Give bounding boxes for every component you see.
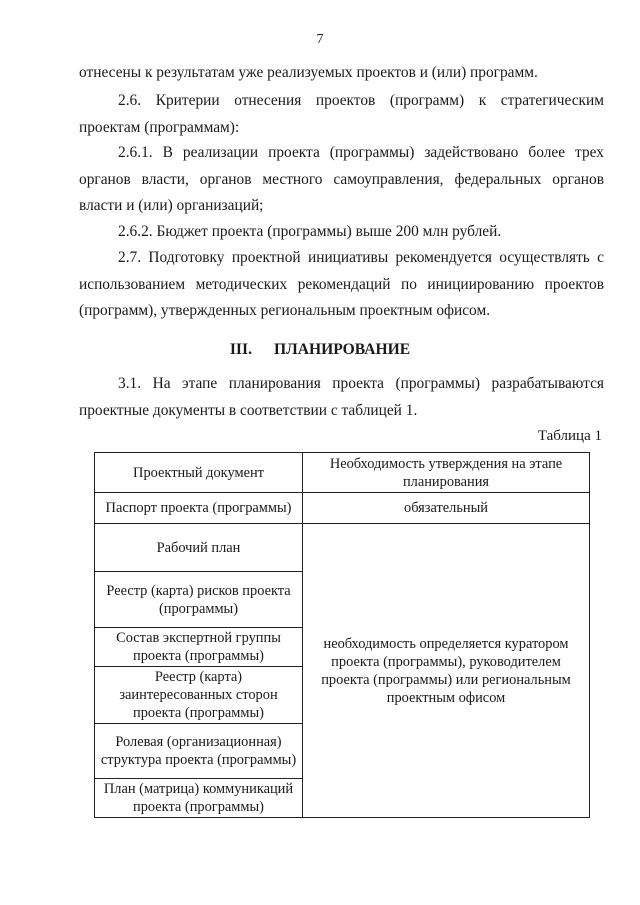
paragraph-2-6: 2.6. Критерии отнесения проектов (программ) к стратегическим проектам (программам): — [79, 92, 604, 136]
paragraph-2-6-2: 2.6.2. Бюджет проекта (программы) выше 200 млн рублей. — [118, 223, 502, 240]
page-number: 7 — [316, 32, 324, 47]
table-row — [95, 524, 590, 572]
paragraph-2-6-1: 2.6.1. В реализации проекта (программы) задействовано более трех органов власти, органов местного самоуправления, федеральных органов власти и (или) организаций; — [79, 144, 604, 214]
cell-document: Рабочий план — [95, 524, 303, 572]
cell-document: Реестр (карта) рисков проекта (программы) — [95, 572, 303, 628]
section-number: III. — [229, 341, 252, 358]
cell-document: Ролевая (организационная) структура проекта (программы) — [95, 724, 303, 779]
header-requirement: Необходимость утверждения на этапе планирования — [303, 453, 590, 493]
paragraph-continuation: отнесены к результатам уже реализуемых проектов и (или) программ. — [79, 64, 538, 81]
cell-document: Реестр (карта) заинтересованных сторон проекта (программы) — [95, 667, 303, 724]
cell-document: План (матрица) коммуникаций проекта (программы) — [95, 779, 303, 818]
header-document: Проектный документ — [95, 453, 303, 493]
cell-document: Состав экспертной группы проекта (программы) — [95, 628, 303, 667]
table-row — [95, 493, 590, 524]
table-header-row — [95, 453, 590, 493]
project-documents-table — [94, 452, 590, 818]
table-caption: Таблица 1 — [537, 428, 602, 444]
paragraph-2-7: 2.7. Подготовку проектной инициативы рекомендуется осуществлять с использованием методических рекомендаций по инициированию проектов (программ), утвержденных региональным проектным офисом. — [79, 249, 604, 319]
cell-requirement: обязательный — [303, 493, 590, 524]
section-title: ПЛАНИРОВАНИЕ — [273, 341, 411, 358]
paragraph-3-1: 3.1. На этапе планирования проекта (программы) разрабатываются проектные документы в соответствии с таблицей 1. — [79, 375, 604, 419]
section-heading — [0, 341, 640, 359]
cell-requirement-merged: необходимость определяется куратором проекта (программы), руководителем проекта (программы) или региональным проектным офисом — [303, 524, 590, 818]
cell-document: Паспорт проекта (программы) — [95, 493, 303, 524]
